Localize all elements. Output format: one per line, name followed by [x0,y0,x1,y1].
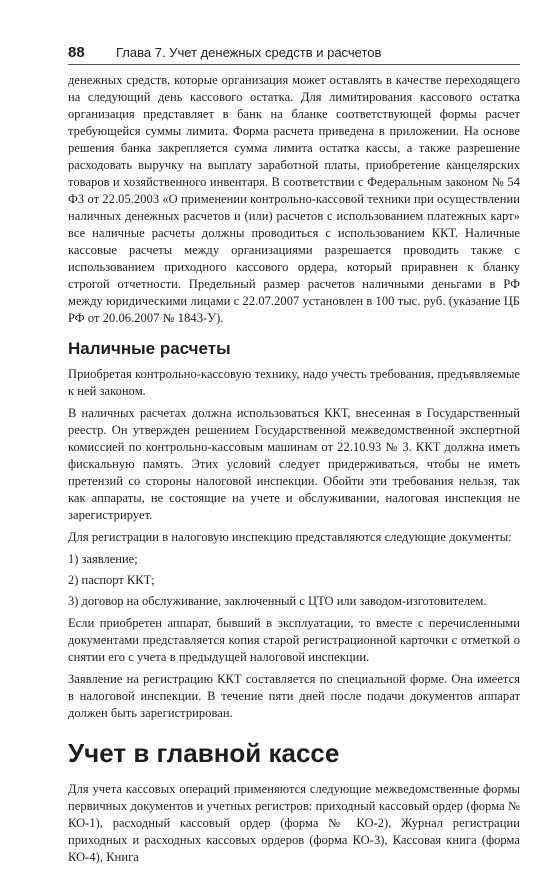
running-header [68,42,520,65]
page-number: 88 [68,44,85,61]
page-body [68,72,520,871]
list-item: 2) паспорт ККТ; [68,573,155,587]
list-item: 3) договор на обслуживание, заключенный с ЦТО или заводом-изготовителем. [68,594,487,608]
document-list [68,551,520,610]
body-paragraph: Заявление на регистрацию ККТ составляется по специальной форме. Она имеется в налоговой инспекции. В течение пяти дней после подачи документов аппарат должен быть зарегистрирован. [68,672,520,720]
body-paragraph: Для учета кассовых операций применяются следующие межведомственные формы первичных документов и учетных регистров: приходный кассовый ордер (форма № КО-1), расходный кассовый ордер (форма № КО-2), Журнал регистрации приходных и расходных кассовых ордеров (форма КО-3), Кассовая книга (форма КО-4), Книга [68,782,520,864]
body-paragraph: Для регистрации в налоговую инспекцию представляются следующие документы: [68,530,512,544]
body-paragraph: Приобретая контрольно-кассовую технику, надо учесть требования, предъявляемые к ней законом. [68,367,520,398]
body-paragraph: В наличных расчетах должна использоваться ККТ, внесенная в Государственный реестр. Он утвержден решением Государственной межведомственной экспертной комиссией по контрольно-кассовым машинам от 22.10.93 № 3. ККТ должна иметь фискальную память. Этих условий следует придерживаться, чтобы не иметь претензий со стороны налоговой инспекции. Обойти эти требования нельзя, так как аппараты, не состоящие на учете и обслуживании, налоговая инспекция не зарегистрирует. [68,406,520,522]
subsection-heading: Наличные расчеты [68,339,231,358]
section-heading: Учет в главной кассе [68,738,340,768]
body-paragraph: денежных средств, которые организация может оставлять в качестве переходящего на следующий день кассового остатка. Для лимитирования кассового остатка организация представляет в банк на бланке соответствующей формы расчет требующейся суммы лимита. Форма расчета приведена в приложении. На основе решения банка закрепляется сумма лимита остатка кассы, а также разрешение расходовать выручку на выплату заработной платы, приобретение канцелярских товаров и хозяйственного инвентаря. В соответствии с Федеральным законом № 54 ФЗ от 22.05.2003 «О применении контрольно-кассовой техники при осуществлении наличных денежных расчетов и (или) расчетов с использованием платежных карт» все наличные расчеты должны проводиться с использованием ККТ. Наличные кассовые расчеты между организациями разрешается проводить также с использованием приходного кассового ордера, который приравнен к бланку строгой отчетности. Предельный размер расчетов наличными деньгами в РФ между юридическими лицами с 22.07.2007 установлен в 100 тыс. руб. (указание ЦБ РФ от 20.06.2007 № 1843-У). [68,73,520,325]
chapter-title: Глава 7. Учет денежных средств и расчетов [116,45,382,60]
body-paragraph: Если приобретен аппарат, бывший в эксплуатации, то вместе с перечисленными документами представляется копия старой регистрационной карточки с отметкой о снятии его с учета в предыдущей налоговой инспекции. [68,616,520,664]
list-item: 1) заявление; [68,552,138,566]
